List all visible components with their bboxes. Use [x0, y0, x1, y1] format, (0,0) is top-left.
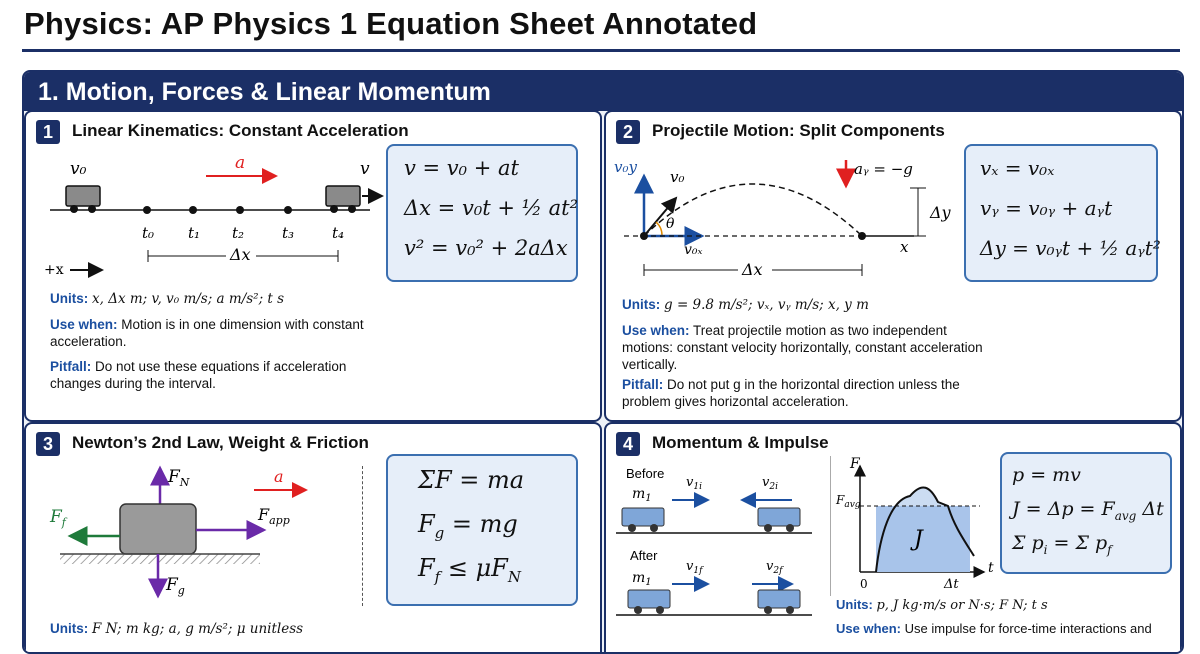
dt-label: Δt	[944, 577, 959, 592]
pitfall-note	[50, 358, 390, 392]
equation-2: Δx = v₀t + ½ at²	[404, 196, 579, 220]
cart-1-after	[628, 590, 670, 614]
units-note	[50, 290, 570, 308]
v0x-label: v₀ₓ	[684, 242, 703, 258]
launch-point	[640, 232, 648, 240]
v-label: v	[360, 159, 370, 179]
free-body-diagram	[40, 460, 340, 610]
cart-end	[326, 186, 360, 213]
dx-label: Δx	[230, 245, 251, 264]
favg-label: $F_{avg}$	[836, 493, 861, 510]
time-dot	[236, 206, 244, 214]
t0-label: t₀	[142, 224, 155, 242]
cart-2-before	[758, 508, 800, 532]
panel-newtons-second-law	[24, 422, 602, 654]
normal-force-label: $F_N$	[168, 467, 190, 489]
block	[120, 504, 196, 554]
title-rule	[22, 49, 1180, 52]
ground-surface	[60, 554, 260, 564]
use-when-note	[50, 316, 380, 350]
a-label: a	[274, 467, 284, 486]
pitfall-text: Do not put g in the horizontal direction unless the problem gives horizontal acceleration.	[622, 377, 960, 409]
v2f-label: $v_{2f}$	[766, 559, 783, 576]
v1i-label: $v_{1i}$	[686, 475, 702, 492]
equation-3: v² = v₀² + 2aΔx	[404, 236, 568, 260]
panel-number-badge: 2	[616, 120, 640, 144]
collision-diagram	[616, 464, 836, 644]
f-axis-label: F	[850, 456, 860, 472]
panel-number-badge: 1	[36, 120, 60, 144]
panel-title: Projectile Motion: Split Components	[652, 121, 945, 140]
v0-label: v₀	[670, 168, 685, 186]
equation-1: ΣF = ma	[418, 466, 525, 494]
units-text: p, J kg·m/s or N·s; F N; t s	[876, 598, 1048, 613]
units-label: Units:	[50, 291, 89, 306]
trajectory-path	[644, 184, 862, 236]
m1-after-label: $m_1$	[632, 570, 652, 588]
equation-1: vₓ = v₀ₓ	[980, 156, 1055, 180]
friction-label: $F_f$	[50, 507, 66, 529]
equation-2: $J = \Delta p = F_{avg}$ Δt	[1012, 498, 1164, 523]
use-when-text: Treat projectile motion as two independent motions: constant velocity horizontally, constant acceleration vertically.	[622, 323, 983, 372]
units-label: Units:	[50, 621, 89, 636]
momentum-equation-box	[1000, 452, 1172, 574]
plus-x-label: +x	[44, 262, 64, 278]
projectile-equation-box	[964, 144, 1161, 282]
time-dot	[189, 206, 197, 214]
panel-projectile-motion	[604, 110, 1182, 422]
pitfall-label: Pitfall:	[622, 377, 664, 392]
panel-momentum-impulse	[604, 422, 1182, 654]
x-axis-label: x	[900, 238, 909, 256]
section-motion-forces-momentum	[22, 70, 1184, 654]
equation-1: v = v₀ + at	[404, 156, 519, 180]
equation-2: vᵧ = v₀ᵧ + aᵧt	[980, 196, 1113, 220]
t4-label: t₄	[332, 224, 345, 242]
equation-3: Δy = v₀ᵧt + ½ aᵧt²	[980, 236, 1161, 260]
pitfall-text: Do not use these equations if acceleration changes during the interval.	[50, 359, 347, 391]
projectile-diagram	[614, 152, 964, 282]
v0-label: v₀	[70, 159, 87, 179]
t3-label: t₃	[282, 224, 295, 242]
equation-3: Σ $p_i = \Sigma$ $p_f$	[1012, 532, 1112, 557]
before-label: Before	[626, 466, 665, 481]
origin-label: 0	[860, 577, 868, 591]
pitfall-label: Pitfall:	[50, 359, 92, 374]
dx-label: Δx	[742, 260, 763, 279]
t1-label: t₁	[188, 224, 201, 242]
v2i-label: $v_{2i}$	[762, 475, 778, 492]
m1-before-label: $m_1$	[632, 486, 652, 504]
newton-equation-box	[386, 454, 578, 606]
panel-title: Momentum & Impulse	[652, 433, 829, 452]
t2-label: t₂	[232, 224, 245, 242]
use-when-note	[836, 620, 1176, 637]
force-time-graph	[830, 456, 1000, 596]
use-when-text: Motion is in one dimension with constant acceleration.	[50, 317, 364, 349]
theta-label: θ	[666, 216, 675, 232]
ay-label: aᵧ = −g	[854, 160, 913, 178]
cart-2-after	[758, 590, 800, 614]
vertical-dashed-divider	[362, 466, 363, 606]
panel-title: Linear Kinematics: Constant Acceleration	[72, 121, 409, 140]
page-title: Physics: AP Physics 1 Equation Sheet Annotated	[24, 6, 758, 41]
use-when-text: Use impulse for force-time interactions and	[904, 621, 1152, 636]
use-when-label: Use when:	[622, 323, 690, 338]
dy-label: Δy	[930, 203, 951, 222]
units-text: F N; m kg; a, g m/s²; μ unitless	[92, 621, 304, 637]
equation-3: $F_f \le \mu F_N$	[418, 554, 521, 586]
kinematics-equation-box	[386, 144, 578, 282]
panel-linear-kinematics	[24, 110, 602, 422]
cart-1-before	[622, 508, 664, 532]
use-when-label: Use when:	[50, 317, 118, 332]
time-dot	[143, 206, 151, 214]
after-label: After	[630, 548, 658, 563]
v0y-label: v₀y	[614, 158, 637, 176]
use-when-label: Use when:	[836, 621, 902, 636]
panel-title: Newton’s 2nd Law, Weight & Friction	[72, 433, 369, 452]
cart-start	[66, 186, 100, 213]
units-note	[836, 596, 1176, 614]
units-text: g = 9.8 m/s²; vₓ, vᵧ m/s; x, y m	[664, 297, 869, 313]
use-when-note	[622, 322, 992, 373]
units-text: x, Δx m; v, v₀ m/s; a m/s²; t s	[92, 291, 285, 307]
a-label: a	[235, 153, 246, 173]
impulse-label: J	[914, 527, 923, 552]
units-label: Units:	[836, 597, 873, 612]
pitfall-note	[622, 376, 992, 410]
applied-force-label: $F_{app}$	[258, 505, 290, 527]
theta-arc	[656, 222, 662, 236]
units-label: Units:	[622, 297, 661, 312]
kinematics-diagram	[40, 150, 390, 280]
panel-number-badge: 4	[616, 432, 640, 456]
time-dot	[284, 206, 292, 214]
t-axis-label: t	[988, 560, 994, 576]
panel-number-badge: 3	[36, 432, 60, 456]
units-note	[622, 296, 1162, 314]
equation-1: p = mv	[1012, 464, 1081, 486]
section-header: 1. Motion, Forces & Linear Momentum	[24, 72, 1182, 111]
weight-label: $F_g$	[166, 575, 185, 597]
equation-2: $F_g$ = mg	[418, 510, 518, 542]
v1f-label: $v_{1f}$	[686, 559, 703, 576]
units-note	[50, 620, 570, 638]
landing-point	[858, 232, 866, 240]
